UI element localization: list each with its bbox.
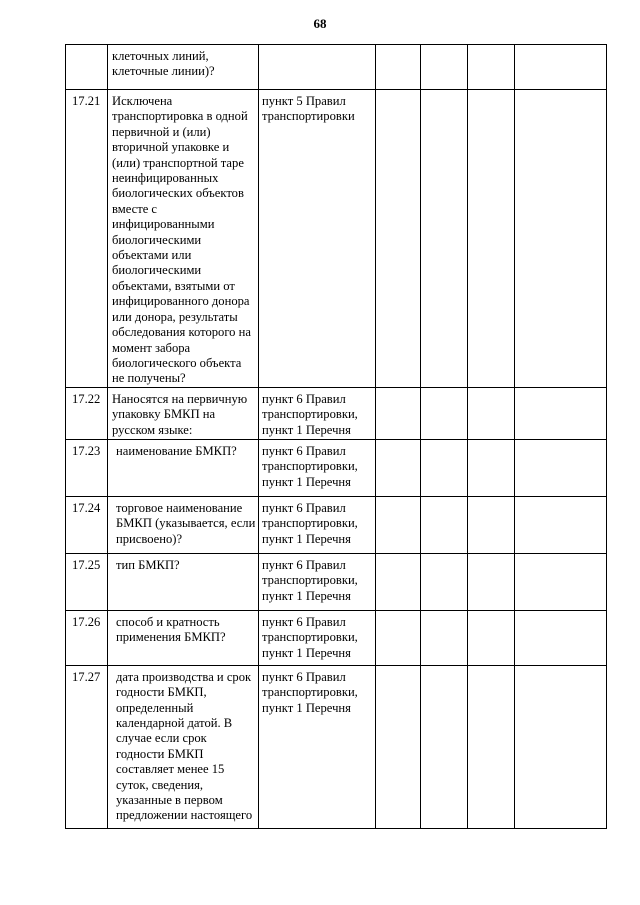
answer-yes-cell bbox=[376, 610, 421, 665]
table-row bbox=[66, 439, 607, 496]
item-number-cell bbox=[66, 439, 108, 496]
not-applicable-cell bbox=[468, 665, 515, 828]
item-number: 17.22 bbox=[72, 391, 101, 406]
answer-no-cell bbox=[421, 439, 468, 496]
table-row bbox=[66, 496, 607, 553]
answer-yes-cell bbox=[376, 553, 421, 610]
question-cell bbox=[108, 665, 259, 828]
legal-reference: пункт 6 Правил транспортировки, пункт 1 Перечня bbox=[262, 443, 358, 489]
reference-cell bbox=[259, 90, 376, 388]
item-number-cell bbox=[66, 665, 108, 828]
question-cell bbox=[108, 387, 259, 439]
answer-no-cell bbox=[421, 665, 468, 828]
item-number: 17.25 bbox=[72, 557, 101, 572]
item-number bbox=[66, 45, 107, 49]
reference-cell bbox=[259, 553, 376, 610]
answer-no-cell bbox=[421, 90, 468, 388]
reference-cell bbox=[259, 496, 376, 553]
legal-reference: пункт 6 Правил транспортировки, пункт 1 Перечня bbox=[262, 557, 358, 603]
question-cell bbox=[108, 90, 259, 388]
question-text: дата производства и срок годности БМКП, определенный календарной датой. В случае если срок годности БМКП составляет менее 15 суток, сведения, указанные в первом предложении настоящего bbox=[116, 669, 253, 823]
answer-yes-cell bbox=[376, 439, 421, 496]
not-applicable-cell bbox=[468, 496, 515, 553]
not-applicable-cell bbox=[468, 610, 515, 665]
note-cell bbox=[515, 45, 607, 90]
reference-cell bbox=[259, 45, 376, 90]
question-cell bbox=[108, 496, 259, 553]
question-cell bbox=[108, 610, 259, 665]
item-number: 17.26 bbox=[72, 614, 101, 629]
legal-reference: пункт 6 Правил транспортировки, пункт 1 Перечня bbox=[262, 391, 358, 437]
answer-yes-cell bbox=[376, 90, 421, 388]
legal-reference: пункт 6 Правил транспортировки, пункт 1 Перечня bbox=[262, 614, 358, 660]
question-text: клеточных линий, клеточные линии)? bbox=[112, 49, 215, 79]
question-text: торговое наименование БМКП (указывается, если присвоено)? bbox=[116, 500, 256, 546]
answer-yes-cell bbox=[376, 387, 421, 439]
item-number-cell bbox=[66, 553, 108, 610]
reference-cell bbox=[259, 387, 376, 439]
note-cell bbox=[515, 665, 607, 828]
table-row bbox=[66, 387, 607, 439]
legal-reference: пункт 6 Правил транспортировки, пункт 1 Перечня bbox=[262, 669, 358, 715]
table-row bbox=[66, 665, 607, 828]
answer-no-cell bbox=[421, 553, 468, 610]
answer-no-cell bbox=[421, 610, 468, 665]
item-number: 17.21 bbox=[72, 94, 101, 108]
answer-no-cell bbox=[421, 496, 468, 553]
not-applicable-cell bbox=[468, 90, 515, 388]
question-text: тип БМКП? bbox=[116, 557, 180, 572]
item-number: 17.23 bbox=[72, 443, 101, 458]
legal-reference bbox=[259, 45, 375, 49]
not-applicable-cell bbox=[468, 387, 515, 439]
answer-yes-cell bbox=[376, 496, 421, 553]
reference-cell bbox=[259, 610, 376, 665]
answer-no-cell bbox=[421, 387, 468, 439]
question-text: способ и кратность применения БМКП? bbox=[116, 614, 226, 645]
item-number: 17.24 bbox=[72, 500, 101, 515]
note-cell bbox=[515, 439, 607, 496]
item-number: 17.27 bbox=[72, 669, 101, 684]
answer-yes-cell bbox=[376, 665, 421, 828]
note-cell bbox=[515, 553, 607, 610]
note-cell bbox=[515, 496, 607, 553]
legal-reference: пункт 6 Правил транспортировки, пункт 1 Перечня bbox=[262, 500, 358, 546]
note-cell bbox=[515, 387, 607, 439]
table-row bbox=[66, 610, 607, 665]
not-applicable-cell bbox=[468, 45, 515, 90]
table-row bbox=[66, 90, 607, 388]
question-text: наименование БМКП? bbox=[116, 443, 237, 458]
item-number-cell bbox=[66, 387, 108, 439]
answer-no-cell bbox=[421, 45, 468, 90]
item-number-cell bbox=[66, 610, 108, 665]
not-applicable-cell bbox=[468, 553, 515, 610]
item-number-cell bbox=[66, 90, 108, 388]
answer-yes-cell bbox=[376, 45, 421, 90]
reference-cell bbox=[259, 665, 376, 828]
not-applicable-cell bbox=[468, 439, 515, 496]
table-row bbox=[66, 45, 607, 90]
note-cell bbox=[515, 610, 607, 665]
checklist-table bbox=[65, 44, 607, 829]
question-text: Наносятся на первичную упаковку БМКП на русском языке: bbox=[112, 391, 248, 437]
legal-reference: пункт 5 Правил транспортировки bbox=[262, 94, 355, 124]
question-cell bbox=[108, 439, 259, 496]
question-text: Исключена транспортировка в одной первичной и (или) вторичной упаковке и (или) транспортной таре неинфицированных биологических объектов вместе с инфицированными биологическими объектами или биологическими объектами, взятыми от инфицированного донора или донора, результаты обследования которого на момент забора биологического объекта не получены? bbox=[112, 94, 251, 386]
page-number: 68 bbox=[313, 16, 327, 31]
note-cell bbox=[515, 90, 607, 388]
item-number-cell bbox=[66, 45, 108, 90]
question-cell bbox=[108, 45, 259, 90]
reference-cell bbox=[259, 439, 376, 496]
table-row bbox=[66, 553, 607, 610]
item-number-cell bbox=[66, 496, 108, 553]
question-cell bbox=[108, 553, 259, 610]
